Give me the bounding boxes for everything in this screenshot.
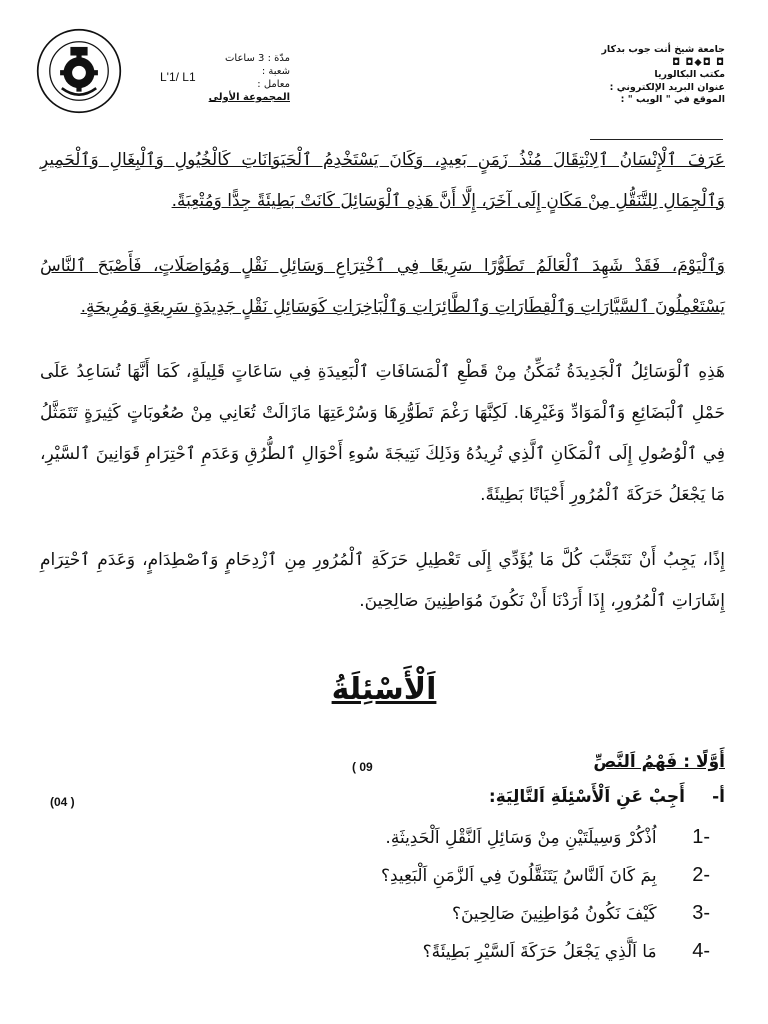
question-number: -1 bbox=[692, 826, 710, 848]
question-text: كَيْفَ نَكُونُ مُوَاطِنِينَ صَالِحِينَ؟ bbox=[451, 904, 657, 924]
questions-title bbox=[0, 672, 768, 707]
sub-marks: (04 ) bbox=[50, 795, 75, 809]
paragraph-4: إِذًا، يَجِبُ أَنْ نَتَجَنَّبَ كُلَّ مَا يُؤَدِّي إِلَى تَعْطِيلِ حَرَكَةِ ٱلْمُرُورِ مِنِ ٱزْدِحَامٍ وَٱصْطِدَامٍ، وَعَدَمِ ٱحْتِرَامِ إِشَارَاتِ ٱلْمُرُورِ، إِذَا أَرَدْنَا أَنْ نَكُونَ مُوَاطِنِينَ صَالِحِينَ. bbox=[40, 550, 725, 611]
reading-passage bbox=[40, 140, 725, 646]
questions-title-text: اَلْأَسْئِلَةُ bbox=[331, 672, 437, 707]
decorative-squares-icon: ◘ ◘◆◘ ◘ bbox=[672, 56, 725, 68]
office-name: مكتب البكالوريا bbox=[654, 69, 725, 80]
sub-label: أَجِبْ عَنِ اَلْأَسْئِلَةِ اَلتَّالِيَةِ: bbox=[488, 787, 685, 807]
section-label: شعبة : bbox=[261, 66, 290, 77]
level-label: L'1/ L1 bbox=[160, 70, 196, 84]
question-text: اُذْكُرْ وَسِيلَتَيْنِ مِنْ وَسَائِلِ اَلنَّقْلِ اَلْحَدِيثَةِ. bbox=[385, 828, 657, 848]
exam-header bbox=[0, 0, 768, 130]
website-label: الموقع في " الويب " : bbox=[620, 94, 725, 105]
section-marks: ( 09 bbox=[352, 760, 373, 774]
email-label: عنوان البريد الإلكتروني : bbox=[609, 81, 725, 93]
question-2 bbox=[40, 864, 710, 887]
coef-label: معامل : bbox=[257, 79, 290, 90]
paragraph-3: هَذِهِ ٱلْوَسَائِلُ ٱلْجَدِيدَةُ تُمَكِّنُ مِنْ قَطْعِ ٱلْمَسَافَاتِ ٱلْبَعِيدَةِ فِي سَاعَاتٍ قَلِيلَةٍ، كَمَا أَنَّهَا تُسَاعِدُ عَلَى حَمْلِ ٱلْبَضَائِعِ وَٱلْمَوَادِّ وَغَيْرِهَا. لَكِنَّهَا رَغْمَ تَطَوُّرِهَا وَسُرْعَتِهَا مَازَالَتْ تُعَانِي مِنْ صُعُوبَاتٍ كَثِيرَةٍ تَتَمَثَّلُ فِي ٱلْوُصُولِ إِلَى ٱلْمَكَانِ ٱلَّذِي تُرِيدُهُ وَذَلِكَ نَتِيجَةَ سُوءِ أَحْوَالِ ٱلطُّرُقِ وَعَدَمِ ٱحْتِرَامِ قَوَانِينَ ٱلسَّيْرِ، مَا يَجْعَلُ حَرَكَةَ ٱلْمُرُورِ أَحْيَانًا بَطِيئَةً. bbox=[40, 362, 725, 505]
question-number: -2 bbox=[692, 864, 710, 886]
question-number: -3 bbox=[692, 902, 710, 924]
sub-question-header bbox=[40, 787, 725, 807]
question-number: -4 bbox=[692, 940, 710, 962]
question-text: مَا اَلَّذِي يَجْعَلُ حَرَكَةَ اَلسَّيْرِ بَطِيئَةً؟ bbox=[422, 942, 657, 962]
question-text: بِمَ كَانَ اَلنَّاسُ يَتَنَقَّلُونَ فِي اَلزَّمَنِ اَلْبَعِيدِ؟ bbox=[380, 866, 657, 886]
group-label: المجموعة الأولى bbox=[208, 92, 290, 103]
paragraph-1: عَرَفَ ٱلْإِنْسَانُ ٱلِانْتِقَالَ مُنْذُ زَمَنٍ بَعِيدٍ، وَكَانَ يَسْتَخْدِمُ ٱلْحَيَوَانَاتِ كَالْخُيُولِ وَٱلْبِغَالِ وَٱلْحَمِيرِ وَٱلْجِمَالِ لِلتَّنَقُّلِ مِنْ مَكَانٍ إِلَى آخَرَ، إِلَّا أَنَّ هَذِهِ ٱلْوَسَائِلَ كَانَتْ بَطِيئَةً جِدًّا وَمُتْعِبَةً. bbox=[40, 150, 725, 211]
paragraph-2: وَٱلْيَوْمَ، فَقَدْ شَهِدَ ٱلْعَالَمُ تَطَوُّرًا سَرِيعًا فِي ٱخْتِرَاعِ وَسَائِلِ نَقْلٍ وَمُوَاصَلَاتٍ، فَأَصْبَحَ ٱلنَّاسُ يَسْتَعْمِلُونَ ٱلسَّيَّارَاتِ وَٱلْقِطَارَاتِ وَٱلطَّائِرَاتِ وَٱلْبَاخِرَاتِ كَوَسَائِلِ نَقْلٍ جَدِيدَةٍ سَرِيعَةٍ وَمُرِيحَةٍ. bbox=[40, 256, 725, 317]
section-comprehension bbox=[40, 752, 725, 772]
university-seal-logo bbox=[36, 28, 122, 114]
institution-block bbox=[560, 44, 725, 107]
sub-number: أ- bbox=[712, 787, 725, 807]
question-3 bbox=[40, 902, 710, 925]
duration-label: مدّة : 3 ساعات bbox=[225, 53, 290, 64]
question-1 bbox=[40, 826, 710, 849]
institution-name: جامعة شيخ أنت جوب بدكار bbox=[601, 44, 725, 55]
question-4 bbox=[40, 940, 710, 963]
section-label: أَوَّلًا : فَهْمُ اَلنَّصِّ bbox=[593, 752, 725, 772]
